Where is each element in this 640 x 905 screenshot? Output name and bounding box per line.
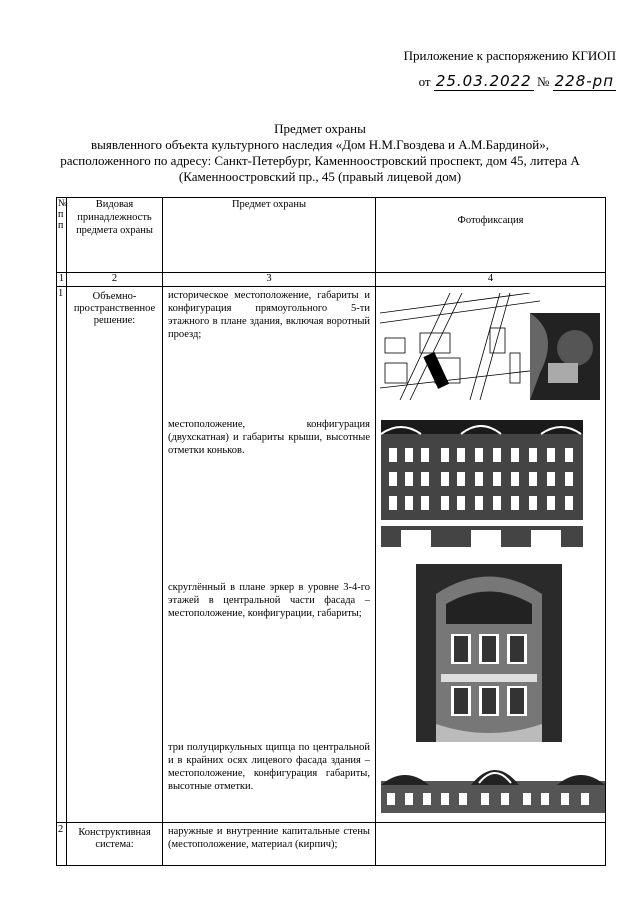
header-subject: Предмет охраны — [163, 198, 376, 273]
row-subject-cell — [163, 823, 376, 866]
col-number: 1 — [57, 273, 67, 287]
column-numbers-row — [57, 273, 606, 287]
site-map-photo — [380, 293, 600, 400]
header-num: № п п — [57, 198, 67, 273]
gables-photo — [381, 755, 605, 813]
title-line-4: (Каменноостровский пр., 45 (правый лицевой дом) — [178, 169, 462, 184]
title-line-2: выявленного объекта культурного наследия «Дом Н.М.Гвоздева и А.М.Бардиной», — [91, 137, 549, 152]
col-number: 4 — [376, 273, 606, 287]
subject-item: местоположение, конфигурация (двухскатная) и габариты крыши, высотные отметки коньков. — [168, 419, 370, 456]
table-header-row — [57, 198, 606, 273]
handwritten-number: 228-рп — [554, 72, 614, 90]
header-kind: Видовая принадлежность предмета охраны — [67, 198, 163, 273]
subject-item: три полуциркульных щипца по центральной и в крайних осях лицевого фасада здания – местоположение, конфигурация габариты, высотные отметки. — [168, 742, 370, 792]
document-title — [40, 121, 600, 185]
title-line-1: Предмет охраны — [274, 121, 366, 136]
date-prefix: от — [418, 74, 431, 89]
protection-table — [56, 197, 606, 866]
col-number: 3 — [163, 273, 376, 287]
subject-item: историческое местоположение, габариты и конфигурация прямоугольного 5-ти этажного в плане здания, включая воротный проезд; — [168, 290, 370, 340]
row-photo-cell — [376, 287, 606, 823]
number-prefix: № — [536, 74, 550, 89]
row-number: 2 — [57, 823, 67, 866]
appendix-title: Приложение к распоряжению КГИОП — [403, 48, 616, 63]
row-kind: Объемно-пространственное решение: — [67, 287, 163, 823]
table-row — [57, 287, 606, 823]
title-line-3: расположенного по адресу: Санкт-Петербург, Каменноостровский проспект, дом 45, литера А — [60, 153, 580, 168]
col-number: 2 — [67, 273, 163, 287]
handwritten-date: 25.03.2022 — [435, 72, 532, 90]
table-row — [57, 823, 606, 866]
row-subject-cell — [163, 287, 376, 823]
facade-photo — [381, 420, 583, 547]
header-photo: Фотофиксация — [376, 198, 606, 273]
row-photo-cell — [376, 823, 606, 866]
appendix-date-line — [404, 72, 616, 90]
subject-item: наружные и внутренние капитальные стены (местоположение, материал (кирпич); — [168, 826, 370, 850]
row-number: 1 — [57, 287, 67, 823]
bay-window-photo — [416, 564, 562, 742]
row-kind: Конструктивная система: — [67, 823, 163, 866]
appendix-header — [404, 48, 616, 90]
subject-item: скруглённый в плане эркер в уровне 3-4-го этажей в центральной части фасада – местоположение, конфигурации, габариты; — [168, 582, 370, 619]
